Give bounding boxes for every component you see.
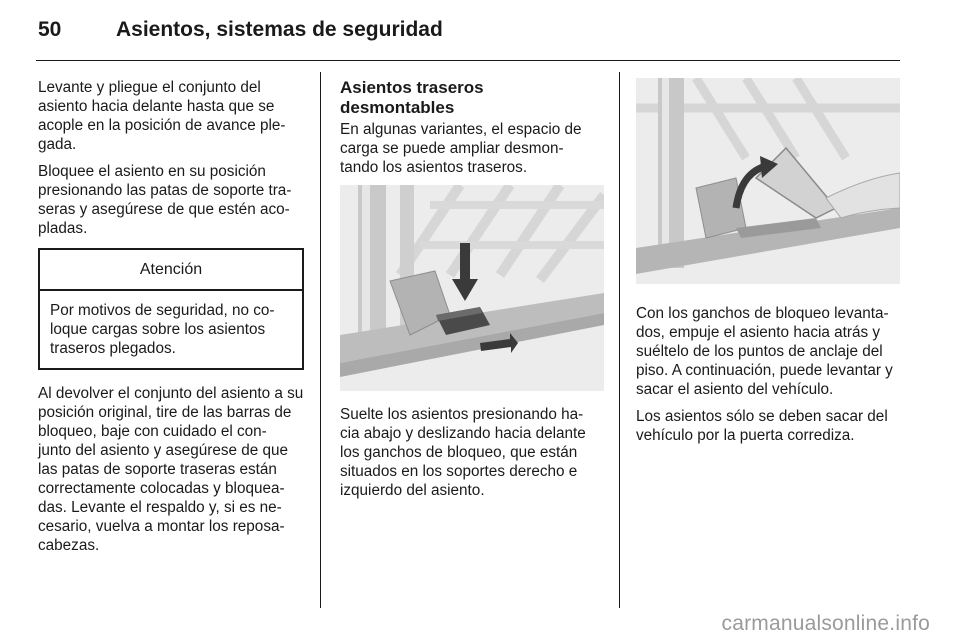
- column-left: [38, 78, 304, 563]
- column-divider-left: [320, 72, 321, 608]
- paragraph-lock-seat: Bloquee el asiento en su posición presionando las patas de soporte tra- seras y asegúrese de que estén aco- pladas.: [38, 163, 292, 237]
- paragraph-release-seats: Suelte los asientos presionando ha- cia abajo y deslizando hacia delante los ganchos de bloqueo, que están situados en los soportes derecho e izquierdo del asiento.: [340, 406, 586, 499]
- column-right: [636, 78, 906, 453]
- paragraph-remove-seat: Con los ganchos de bloqueo levanta- dos, empuje el asiento hacia atrás y suéltelo de los puntos de anclaje del piso. A continuación, puede levantar y sacar el asiento del vehículo.: [636, 305, 893, 398]
- illustration-lift-hooks: [636, 78, 900, 284]
- watermark-text: carmanualsonline.info: [721, 612, 930, 635]
- paragraph-return-seat: Al devolver el conjunto del asiento a su posición original, tire de las barras de bloqueo, baje con cuidado el con- junto del asiento y asegúrese de que las patas de soporte traseras están correctamente colocadas y bloquea- das. Levante el respaldo y, si es ne- cesario, vuelva a montar los reposa- cabezas.: [38, 385, 304, 554]
- paragraph-removable-seats: En algunas variantes, el espacio de carga se puede ampliar desmon- tando los asientos traseros.: [340, 121, 582, 176]
- page-header: [36, 14, 900, 61]
- illustration-release-hooks: [340, 185, 604, 391]
- attention-text: Por motivos de seguridad, no co- loque cargas sobre los asientos traseros plegados.: [50, 302, 275, 357]
- section-title: Asientos traseros desmontables: [340, 78, 484, 117]
- attention-box: [38, 248, 304, 370]
- page-title: Asientos, sistemas de seguridad: [116, 18, 443, 41]
- paragraph-fold-seat: Levante y pliegue el conjunto del asiento hacia delante hasta que se acople en la posición de avance ple- gada.: [38, 79, 286, 153]
- paragraph-sliding-door: Los asientos sólo se deben sacar del vehículo por la puerta corrediza.: [636, 408, 888, 444]
- attention-title: Atención: [40, 250, 302, 291]
- page-number: 50: [38, 18, 62, 41]
- column-divider-right: [619, 72, 620, 608]
- column-middle: [340, 78, 602, 508]
